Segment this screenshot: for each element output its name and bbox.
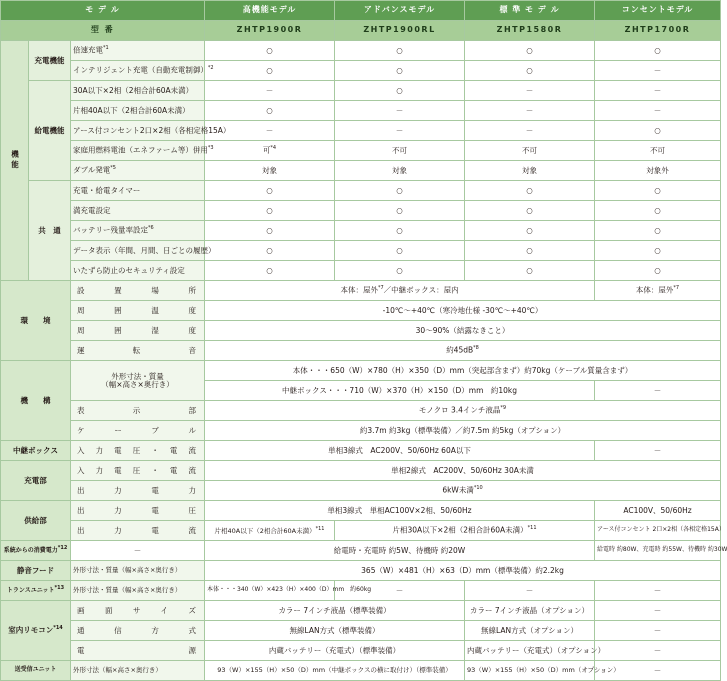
model-code-3: ZHTP1580R <box>465 21 595 41</box>
function-charge-row <box>1 41 721 61</box>
function-common-row <box>1 201 721 221</box>
hood-value: 365（W）×481（H）×63（D）mm（標準装備）約2.2kg <box>205 561 721 581</box>
function-value: ○ <box>205 221 335 241</box>
sound-label: 運転音 <box>71 341 205 361</box>
function-charge-row <box>1 61 721 81</box>
supplying-category: 供給部 <box>1 501 71 541</box>
function-value: ○ <box>335 221 465 241</box>
function-item-label: アース付コンセント2口×2相（各相定格15A） <box>71 121 205 141</box>
function-supply-row <box>1 101 721 121</box>
remote-screen-row <box>1 601 721 621</box>
remote-screen-3: カラー 7インチ液晶（オプション） <box>465 601 595 621</box>
function-item-label: 片相40A以下（2相合計60A未満） <box>71 101 205 121</box>
function-value: ○ <box>335 181 465 201</box>
model-header-row <box>1 1 721 21</box>
install-last: 本体：屋外$^{*7}$ <box>595 281 721 301</box>
remote-power-row <box>1 641 721 661</box>
function-item-label: バッテリー残量率設定$^{*6}$ <box>71 221 205 241</box>
size-label: 外形寸法・質量 （幅×高さ×奥行き） <box>71 361 205 401</box>
mech-size-row-1 <box>1 361 721 381</box>
relay-input-label: 入力電圧・電流 <box>71 441 205 461</box>
function-value: － <box>595 61 721 81</box>
humidity-value: 30～90%（結露なきこと） <box>205 321 721 341</box>
function-item-label: 充電・給電タイマー <box>71 181 205 201</box>
sender-value-4: － <box>595 661 721 681</box>
supply-voltage-row <box>1 501 721 521</box>
function-supply-row <box>1 161 721 181</box>
temp-value: -10℃～+40℃（寒冷地仕様 -30℃～+40℃） <box>205 301 721 321</box>
function-value: ○ <box>465 241 595 261</box>
trans-item: 外形寸法・質量（幅×高さ×奥行き） <box>71 581 205 601</box>
env-install-row <box>1 281 721 301</box>
function-value: 可$^{*4}$ <box>205 141 335 161</box>
env-sound-row <box>1 341 721 361</box>
function-value: ○ <box>335 61 465 81</box>
function-value: ○ <box>595 121 721 141</box>
remote-category: 室内リモコン$^{*14}$ <box>1 601 71 661</box>
function-value: ○ <box>465 61 595 81</box>
function-value: ○ <box>335 41 465 61</box>
function-value: ○ <box>595 181 721 201</box>
charging-output-label: 出力電力 <box>71 481 205 501</box>
remote-power-4: － <box>595 641 721 661</box>
function-common-label: 共 通 <box>29 181 71 281</box>
sender-item: 外形寸法（幅×高さ×奥行き） <box>71 661 205 681</box>
temp-label: 周囲温度 <box>71 301 205 321</box>
function-value: ○ <box>335 261 465 281</box>
function-value: － <box>595 101 721 121</box>
supply-current-3: アース付コンセント 2口×2相（各相定格15A） <box>595 521 721 541</box>
sender-value-3: 93（W）×155（H）×50（D）mm（オプション） <box>465 661 595 681</box>
consumption-main: 給電時・充電時 約5W、待機時 約20W <box>205 541 595 561</box>
function-charge-label: 充電機能 <box>29 41 71 81</box>
function-value: － <box>205 121 335 141</box>
function-supply-row <box>1 121 721 141</box>
trans-col3: － <box>465 581 595 601</box>
function-common-row <box>1 221 721 241</box>
remote-screen-4: － <box>595 601 721 621</box>
sender-row <box>1 661 721 681</box>
function-value: － <box>465 121 595 141</box>
model-code-1: ZHTP1900R <box>205 21 335 41</box>
supply-voltage-main: 単相3線式 単相AC100V×2相、50/60Hz <box>205 501 595 521</box>
function-item-label: データ表示（年間、月間、日ごとの履歴） <box>71 241 205 261</box>
charging-output-row <box>1 481 721 501</box>
function-item-label: 満充電設定 <box>71 201 205 221</box>
consumption-category: 系統からの消費電力$^{*12}$ <box>1 541 71 561</box>
function-value: － <box>465 81 595 101</box>
function-value: ○ <box>595 261 721 281</box>
size-body: 本体・・・650（W）×780（H）×350（D）mm（突起部含まず）約70kg（ケーブル質量含まず） <box>205 361 721 381</box>
function-value: 対象 <box>205 161 335 181</box>
function-value: ○ <box>205 261 335 281</box>
relay-input-value: 単相3線式 AC200V、50/60Hz 60A以下 <box>205 441 595 461</box>
function-value: ○ <box>205 181 335 201</box>
function-common-row <box>1 261 721 281</box>
trans-row <box>1 581 721 601</box>
relay-category: 中継ボックス <box>1 441 71 461</box>
hood-category: 静音フード <box>1 561 71 581</box>
model-name-1: 高機能モデル <box>205 1 335 21</box>
function-value: 不可 <box>465 141 595 161</box>
model-label: モ デ ル <box>1 1 205 21</box>
hood-item: 外形寸法・質量（幅×高さ×奥行き） <box>71 561 205 581</box>
remote-screen-12: カラー 7インチ液晶（標準装備） <box>205 601 465 621</box>
function-value: ○ <box>595 41 721 61</box>
charging-input-row <box>1 461 721 481</box>
function-value: ○ <box>465 181 595 201</box>
function-value: 対象 <box>465 161 595 181</box>
cable-value: 約3.7m 約3kg（標準装備）／約7.5m 約5kg（オプション） <box>205 421 721 441</box>
type-label: 型 番 <box>1 21 205 41</box>
function-item-label: 30A以下×2相（2相合計60A未満） <box>71 81 205 101</box>
function-value: － <box>595 81 721 101</box>
trans-col1: 本体・・・340（W）×423（H）×400（D）mm 約60kg <box>205 581 335 601</box>
supply-voltage-last: AC100V、50/60Hz <box>595 501 721 521</box>
env-category: 環 境 <box>1 281 71 361</box>
install-main: 本体：屋外$^{*7}$／中継ボックス：屋内 <box>205 281 595 301</box>
function-value: ○ <box>465 221 595 241</box>
function-value: ○ <box>205 41 335 61</box>
relay-input-last: － <box>595 441 721 461</box>
sender-category: 送受信ユニット <box>1 661 71 681</box>
humidity-label: 周囲湿度 <box>71 321 205 341</box>
remote-comm-4: － <box>595 621 721 641</box>
mech-cable-row <box>1 421 721 441</box>
function-value: － <box>205 81 335 101</box>
sender-value-12: 93（W）×155（H）×50（D）mm（中継ボックスの横に取付け）（標準装備） <box>205 661 465 681</box>
charging-input-label: 入力電圧・電流 <box>71 461 205 481</box>
function-value: 対象 <box>335 161 465 181</box>
remote-power-12: 内蔵バッテリー（充電式）（標準装備） <box>205 641 465 661</box>
mech-category: 機 構 <box>1 361 71 441</box>
supply-current-2: 片相30A以下×2相（2相合計60A未満）$^{*11}$ <box>335 521 595 541</box>
consumption-col1: － <box>71 541 205 561</box>
function-supply-row <box>1 141 721 161</box>
function-value: ○ <box>205 61 335 81</box>
size-relay-last: － <box>595 381 721 401</box>
function-item-label: いたずら防止のセキュリティ設定 <box>71 261 205 281</box>
remote-comm-label: 通信方式 <box>71 621 205 641</box>
supply-current-row <box>1 521 721 541</box>
function-item-label: ダブル発電$^{*5}$ <box>71 161 205 181</box>
display-value: モノクロ 3.4インチ液晶$^{*9}$ <box>205 401 721 421</box>
env-humidity-row <box>1 321 721 341</box>
trans-col4: － <box>595 581 721 601</box>
function-common-row <box>1 241 721 261</box>
remote-screen-label: 画面サイズ <box>71 601 205 621</box>
function-value: ○ <box>335 201 465 221</box>
consumption-row <box>1 541 721 561</box>
display-label: 表示部 <box>71 401 205 421</box>
function-value: ○ <box>595 201 721 221</box>
remote-comm-row <box>1 621 721 641</box>
function-value: ○ <box>335 241 465 261</box>
charging-category: 充電部 <box>1 461 71 501</box>
function-value: ○ <box>205 101 335 121</box>
supply-current-label: 出力電流 <box>71 521 205 541</box>
function-value: ○ <box>335 81 465 101</box>
function-value: － <box>465 101 595 121</box>
sound-value: 約$45dB^{*8}$ <box>205 341 721 361</box>
function-value: 不可 <box>595 141 721 161</box>
function-value: ○ <box>465 201 595 221</box>
supply-voltage-label: 出力電圧 <box>71 501 205 521</box>
remote-power-label: 電源 <box>71 641 205 661</box>
function-item-label: インテリジェント充電（自動充電制御）$^{*2}$ <box>71 61 205 81</box>
function-supply-row <box>1 81 721 101</box>
remote-comm-12: 無線LAN方式（標準装備） <box>205 621 465 641</box>
size-relay: 中継ボックス・・・710（W）×370（H）×150（D）mm 約10kg <box>205 381 595 401</box>
relay-row <box>1 441 721 461</box>
function-item-label: 倍速充電$^{*1}$ <box>71 41 205 61</box>
function-value: ○ <box>205 201 335 221</box>
function-value: 不可 <box>335 141 465 161</box>
function-value: － <box>335 121 465 141</box>
function-value: ○ <box>205 241 335 261</box>
charging-output-value: 6kW未満$^{*10}$ <box>205 481 721 501</box>
trans-category: トランスユニット$^{*13}$ <box>1 581 71 601</box>
cable-label: ケーブル <box>71 421 205 441</box>
function-common-row <box>1 181 721 201</box>
model-name-3: 標 準 モ デ ル <box>465 1 595 21</box>
model-code-2: ZHTP1900RL <box>335 21 465 41</box>
env-temp-row <box>1 301 721 321</box>
trans-col2: － <box>335 581 465 601</box>
hood-row <box>1 561 721 581</box>
consumption-last: 給電時 約80W、充電時 約55W、待機時 約30W <box>595 541 721 561</box>
function-category: 機能 <box>1 41 29 281</box>
function-value: ○ <box>465 41 595 61</box>
model-name-2: アドバンスモデル <box>335 1 465 21</box>
model-code-4: ZHTP1700R <box>595 21 721 41</box>
function-value: ○ <box>595 241 721 261</box>
remote-comm-3: 無線LAN方式（オプション） <box>465 621 595 641</box>
model-name-4: コンセントモデル <box>595 1 721 21</box>
supply-current-1: 片相40A以下（2相合計60A未満）$^{*11}$ <box>205 521 335 541</box>
function-value: － <box>335 101 465 121</box>
function-value: ○ <box>465 261 595 281</box>
install-label: 設置場所 <box>71 281 205 301</box>
remote-power-3: 内蔵バッテリー（充電式）（オプション） <box>465 641 595 661</box>
model-code-row <box>1 21 721 41</box>
mech-display-row <box>1 401 721 421</box>
charging-input-value: 単相2線式 AC200V、50/60Hz 30A未満 <box>205 461 721 481</box>
function-value: 対象外 <box>595 161 721 181</box>
function-value: ○ <box>595 221 721 241</box>
function-supply-label: 給電機能 <box>29 81 71 181</box>
function-item-label: 家庭用燃料電池（エネファーム等）併用$^{*3}$ <box>71 141 205 161</box>
